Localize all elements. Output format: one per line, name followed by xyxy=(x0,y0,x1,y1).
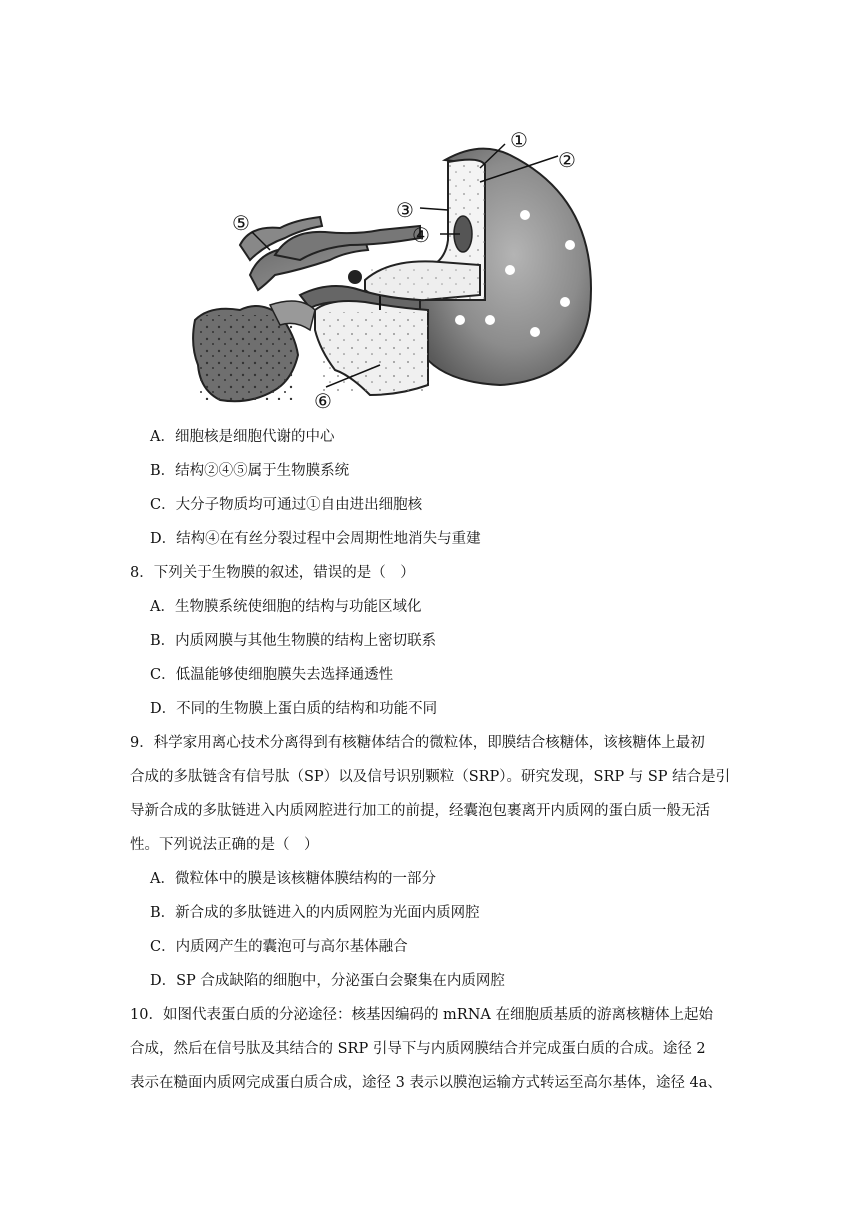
q8-option-c: C．低温能够使细胞膜失去选择通透性 xyxy=(150,667,394,683)
q7-option-a: A．细胞核是细胞代谢的中心 xyxy=(150,429,335,445)
q8-option-d: D．不同的生物膜上蛋白质的结构和功能不同 xyxy=(150,701,438,717)
q10-stem-line-1: 10．如图代表蛋白质的分泌途径：核基因编码的 mRNA 在细胞质基质的游离核糖体上起始 xyxy=(130,1007,713,1023)
q9-stem-line-3: 导新合成的多肽链进入内质网腔进行加工的前提，经囊泡包裹离开内质网的蛋白质一般无活 xyxy=(130,803,710,819)
q7-option-c: C．大分子物质均可通过①自由进出细胞核 xyxy=(150,497,423,513)
nucleus-er-diagram xyxy=(180,120,620,420)
q9-option-c: C．内质网产生的囊泡可与高尔基体融合 xyxy=(150,939,408,955)
label-6: ⑥ xyxy=(314,389,332,413)
q9-option-a: A．微粒体中的膜是该核糖体膜结构的一部分 xyxy=(150,871,436,887)
label-3: ③ xyxy=(396,198,414,222)
cell-structure-figure xyxy=(180,120,620,420)
q8-option-a: A．生物膜系统使细胞的结构与功能区域化 xyxy=(150,599,422,615)
q8-stem: 8．下列关于生物膜的叙述，错误的是（ ） xyxy=(130,565,415,581)
q9-option-d: D．SP 合成缺陷的细胞中，分泌蛋白会聚集在内质网腔 xyxy=(150,973,505,989)
label-4: ④ xyxy=(412,223,430,247)
q7-option-b: B．结构②④⑤属于生物膜系统 xyxy=(150,463,350,479)
ribosome-dot xyxy=(348,270,362,284)
label-2: ② xyxy=(558,148,576,172)
q9-stem-line-2: 合成的多肽链含有信号肽（SP）以及信号识别颗粒（SRP）。研究发现，SRP 与 SP 结合是引 xyxy=(130,769,731,785)
q9-stem-line-4: 性。下列说法正确的是（ ） xyxy=(130,837,319,853)
label-5: ⑤ xyxy=(232,211,250,235)
label-1: ① xyxy=(510,128,528,152)
q10-stem-line-2: 合成，然后在信号肽及其结合的 SRP 引导下与内质网膜结合并完成蛋白质的合成。途径 2 xyxy=(130,1041,706,1057)
q8-option-b: B．内质网膜与其他生物膜的结构上密切联系 xyxy=(150,633,437,649)
q10-stem-line-3: 表示在糙面内质网完成蛋白质合成，途径 3 表示以膜泡运输方式转运至高尔基体，途径 4a、 xyxy=(130,1075,722,1091)
q7-option-d: D．结构④在有丝分裂过程中会周期性地消失与重建 xyxy=(150,531,481,547)
q9-option-b: B．新合成的多肽链进入的内质网腔为光面内质网腔 xyxy=(150,905,480,921)
q9-stem-line-1: 9．科学家用离心技术分离得到有核糖体结合的微粒体，即膜结合核糖体，该核糖体上最初 xyxy=(130,735,705,751)
